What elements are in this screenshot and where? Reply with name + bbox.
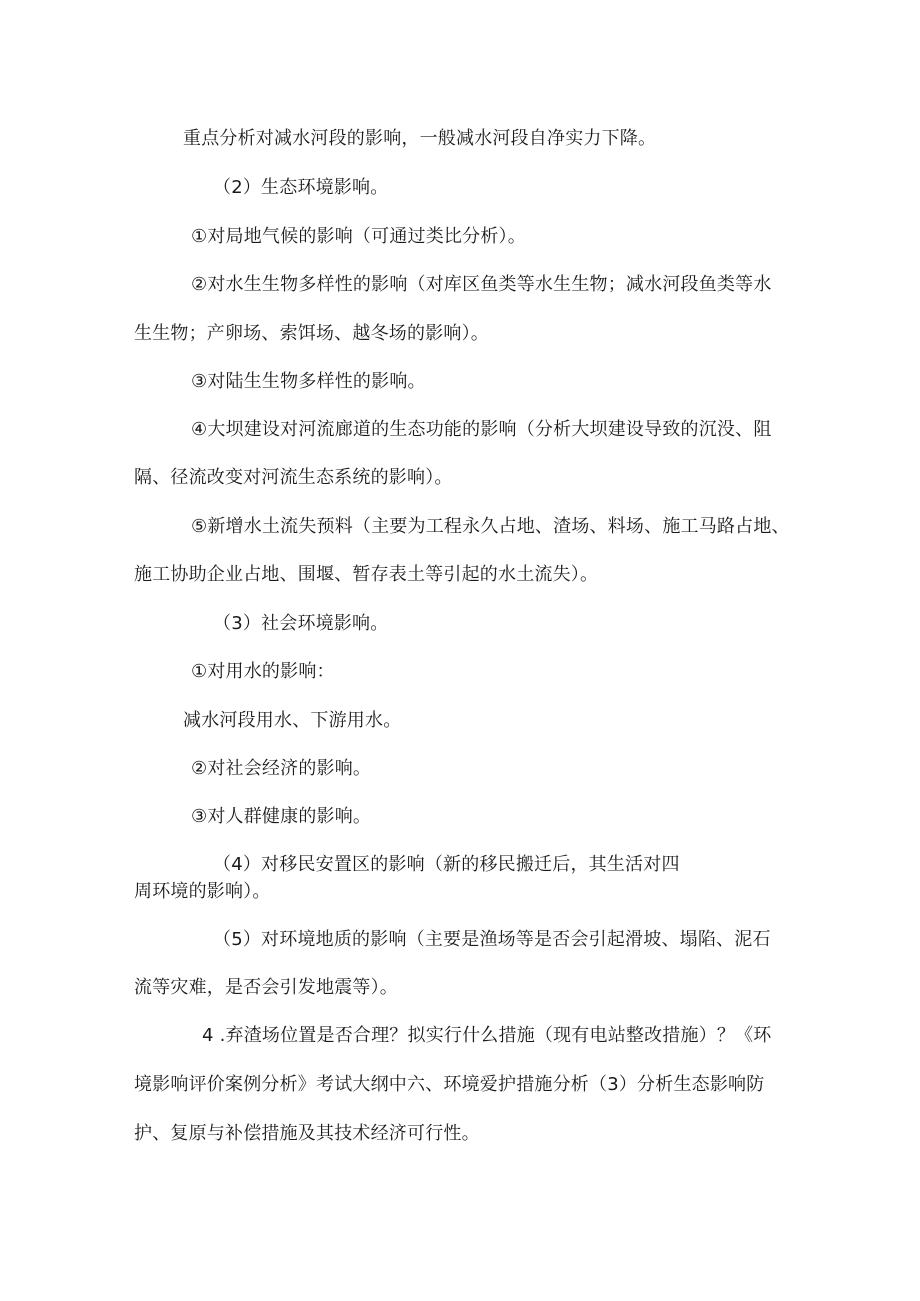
paragraph-line: 境影响评价案例分析》考试大纲中六、环境爱护措施分析（3）分析生态影响防 bbox=[134, 1074, 765, 1095]
list-item-line: ④大坝建设对河流廊道的生态功能的影响（分析大坝建设导致的沉没、阻 bbox=[191, 419, 772, 440]
list-item-line: ⑤新增水土流失预料（主要为工程永久占地、渣场、料场、施工马路占地、 bbox=[191, 516, 790, 537]
list-item-line: ①对用水的影响： bbox=[191, 661, 335, 682]
list-item-line: ②对社会经济的影响。 bbox=[191, 758, 372, 779]
list-item-line: ③对人群健康的影响。 bbox=[191, 806, 372, 827]
paragraph-line: 周环境的影响）。 bbox=[134, 881, 271, 902]
section-heading-resettlement: （4）对移民安置区的影响（新的移民搬迁后，其生活对四 bbox=[213, 854, 680, 875]
list-item-line: ①对局地气候的影响（可通过类比分析）。 bbox=[191, 226, 526, 247]
paragraph-line: 施工协助企业占地、围堰、暂存表土等引起的水土流失）。 bbox=[134, 564, 599, 585]
paragraph-line: 流等灾难，是否会引发地震等）。 bbox=[134, 977, 398, 998]
paragraph-line: 减水河段用水、下游用水。 bbox=[183, 710, 402, 731]
paragraph-line: 护、复原与补偿措施及其技术经济可行性。 bbox=[134, 1123, 480, 1144]
paragraph-line: 重点分析对减水河段的影响，一般减水河段自净实力下降。 bbox=[183, 128, 657, 149]
numbered-question-line: 4 .弃渣场位置是否合理？拟实行什么措施（现有电站整改措施）？《环 bbox=[202, 1025, 772, 1046]
section-heading-social: （3）社会环境影响。 bbox=[213, 613, 389, 634]
paragraph-line: 生生物；产卵场、索饵场、越冬场的影响）。 bbox=[134, 323, 489, 344]
list-item-line: ③对陆生生物多样性的影响。 bbox=[191, 371, 426, 392]
section-heading-geology: （5）对环境地质的影响（主要是渔场等是否会引起滑坡、塌陷、泥石 bbox=[213, 929, 771, 950]
paragraph-line: 隔、径流改变对河流生态系统的影响）。 bbox=[134, 467, 453, 488]
section-heading-ecological: （2）生态环境影响。 bbox=[213, 177, 389, 198]
list-item-line: ②对水生生物多样性的影响（对库区鱼类等水生生物；减水河段鱼类等水 bbox=[191, 274, 772, 295]
